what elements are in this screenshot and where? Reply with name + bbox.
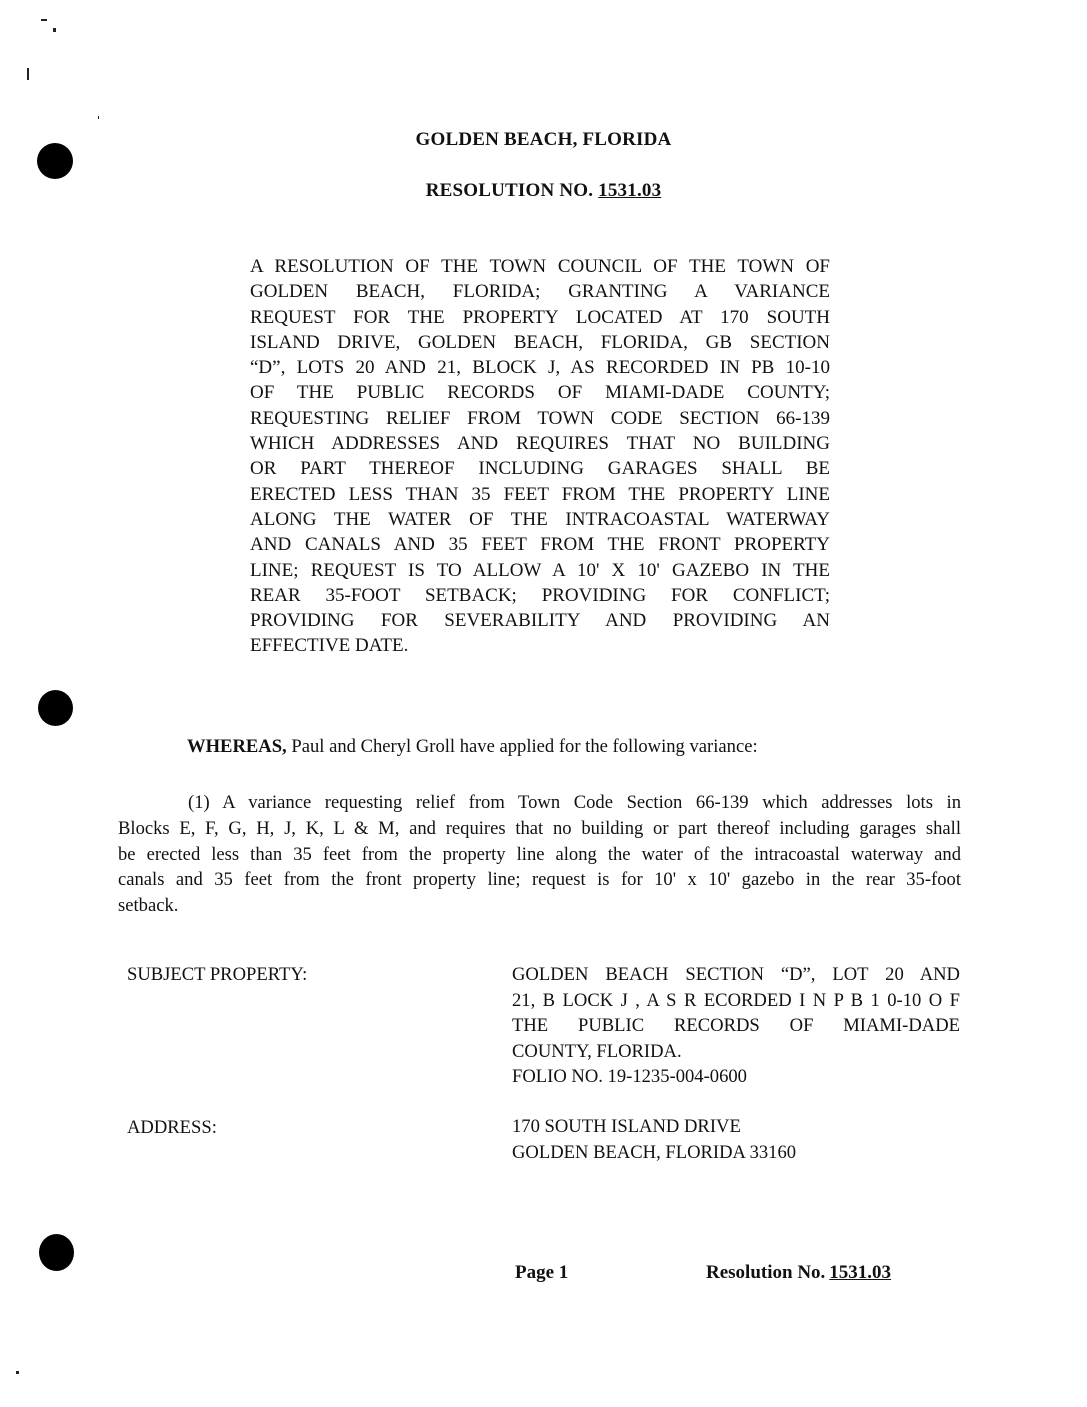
address-value — [512, 1114, 960, 1165]
address-label: ADDRESS: — [127, 1117, 217, 1138]
scan-speck — [27, 68, 29, 80]
scan-speck — [98, 116, 99, 119]
variance-paragraph — [118, 790, 961, 919]
caption-line: EFFECTIVE DATE. — [250, 635, 409, 657]
address-line: GOLDEN BEACH, FLORIDA 33160 — [512, 1141, 797, 1163]
subject-property-line: GOLDEN BEACH SECTION “D”, LOT 20 AND — [512, 964, 960, 985]
scan-speck — [16, 1371, 19, 1374]
resolution-title — [0, 180, 1087, 202]
variance-line: setback. — [118, 895, 179, 917]
variance-line: Blocks E, F, G, H, J, K, L & M, and requires that no building or part thereof including garages shall — [118, 817, 961, 839]
scan-speck — [53, 28, 56, 32]
whereas-keyword: WHEREAS, — [187, 736, 287, 757]
variance-line: be erected less than 35 feet from the property line along the water of the intracoastal waterway and — [118, 843, 961, 865]
resolution-prefix: RESOLUTION NO. — [425, 180, 599, 201]
punch-hole-middle — [38, 690, 73, 726]
resolution-number: 1531.03 — [598, 180, 662, 201]
subject-property-line: FOLIO NO. 19-1235-004-0600 — [512, 1066, 747, 1088]
scan-speck — [41, 19, 47, 21]
subject-property-line: THE PUBLIC RECORDS OF MIAMI-DADE — [512, 1015, 960, 1037]
page-number: Page 1 — [515, 1262, 569, 1283]
footer-resolution-number: 1531.03 — [829, 1262, 892, 1283]
caption-line: AND CANALS AND 35 FEET FROM THE FRONT PROPERTY — [250, 534, 830, 556]
caption-line: WHICH ADDRESSES AND REQUIRES THAT NO BUILDING — [250, 433, 830, 455]
caption-line: REQUEST FOR THE PROPERTY LOCATED AT 170 SOUTH — [250, 306, 830, 328]
caption-line: OF THE PUBLIC RECORDS OF MIAMI-DADE COUNTY; — [250, 382, 830, 404]
caption-line: ALONG THE WATER OF THE INTRACOASTAL WATERWAY — [250, 508, 830, 530]
subject-property-line: 21, B LOCK J , A S R ECORDED I N P B 1 0-10 O F — [512, 989, 960, 1011]
whereas-clause — [187, 736, 758, 758]
subject-property-line: COUNTY, FLORIDA. — [512, 1040, 682, 1062]
document-place-title — [0, 129, 1087, 151]
caption-line: GOLDEN BEACH, FLORIDA; GRANTING A VARIANCE — [250, 281, 830, 303]
address-line: 170 SOUTH ISLAND DRIVE — [512, 1116, 741, 1137]
whereas-text: Paul and Cheryl Groll have applied for the following variance: — [286, 736, 758, 757]
caption-line: PROVIDING FOR SEVERABILITY AND PROVIDING AN — [250, 610, 830, 632]
punch-hole-bottom — [39, 1234, 74, 1271]
subject-property-label: SUBJECT PROPERTY: — [127, 964, 308, 985]
footer-resolution-label: Resolution No. — [706, 1262, 826, 1283]
caption-line: “D”, LOTS 20 AND 21, BLOCK J, AS RECORDED IN PB 10-10 — [250, 357, 830, 379]
place-name: GOLDEN BEACH, FLORIDA — [415, 129, 672, 150]
caption-line: A RESOLUTION OF THE TOWN COUNCIL OF THE TOWN OF — [250, 256, 830, 277]
caption-line: OR PART THEREOF INCLUDING GARAGES SHALL BE — [250, 458, 830, 480]
subject-property-value — [512, 962, 960, 1090]
caption-line: ERECTED LESS THAN 35 FEET FROM THE PROPERTY LINE — [250, 483, 830, 505]
caption-line: ISLAND DRIVE, GOLDEN BEACH, FLORIDA, GB SECTION — [250, 331, 830, 353]
variance-line: (1) A variance requesting relief from Town Code Section 66-139 which addresses lots in — [188, 792, 961, 813]
footer-resolution — [706, 1262, 919, 1284]
caption-line: LINE; REQUEST IS TO ALLOW A 10' X 10' GAZEBO IN THE — [250, 559, 830, 581]
resolution-caption — [250, 254, 830, 659]
caption-line: REAR 35-FOOT SETBACK; PROVIDING FOR CONFLICT; — [250, 584, 830, 606]
caption-line: REQUESTING RELIEF FROM TOWN CODE SECTION 66-139 — [250, 407, 830, 429]
variance-line: canals and 35 feet from the front property line; request is for 10' x 10' gazebo in the rear 35-foot — [118, 869, 961, 891]
